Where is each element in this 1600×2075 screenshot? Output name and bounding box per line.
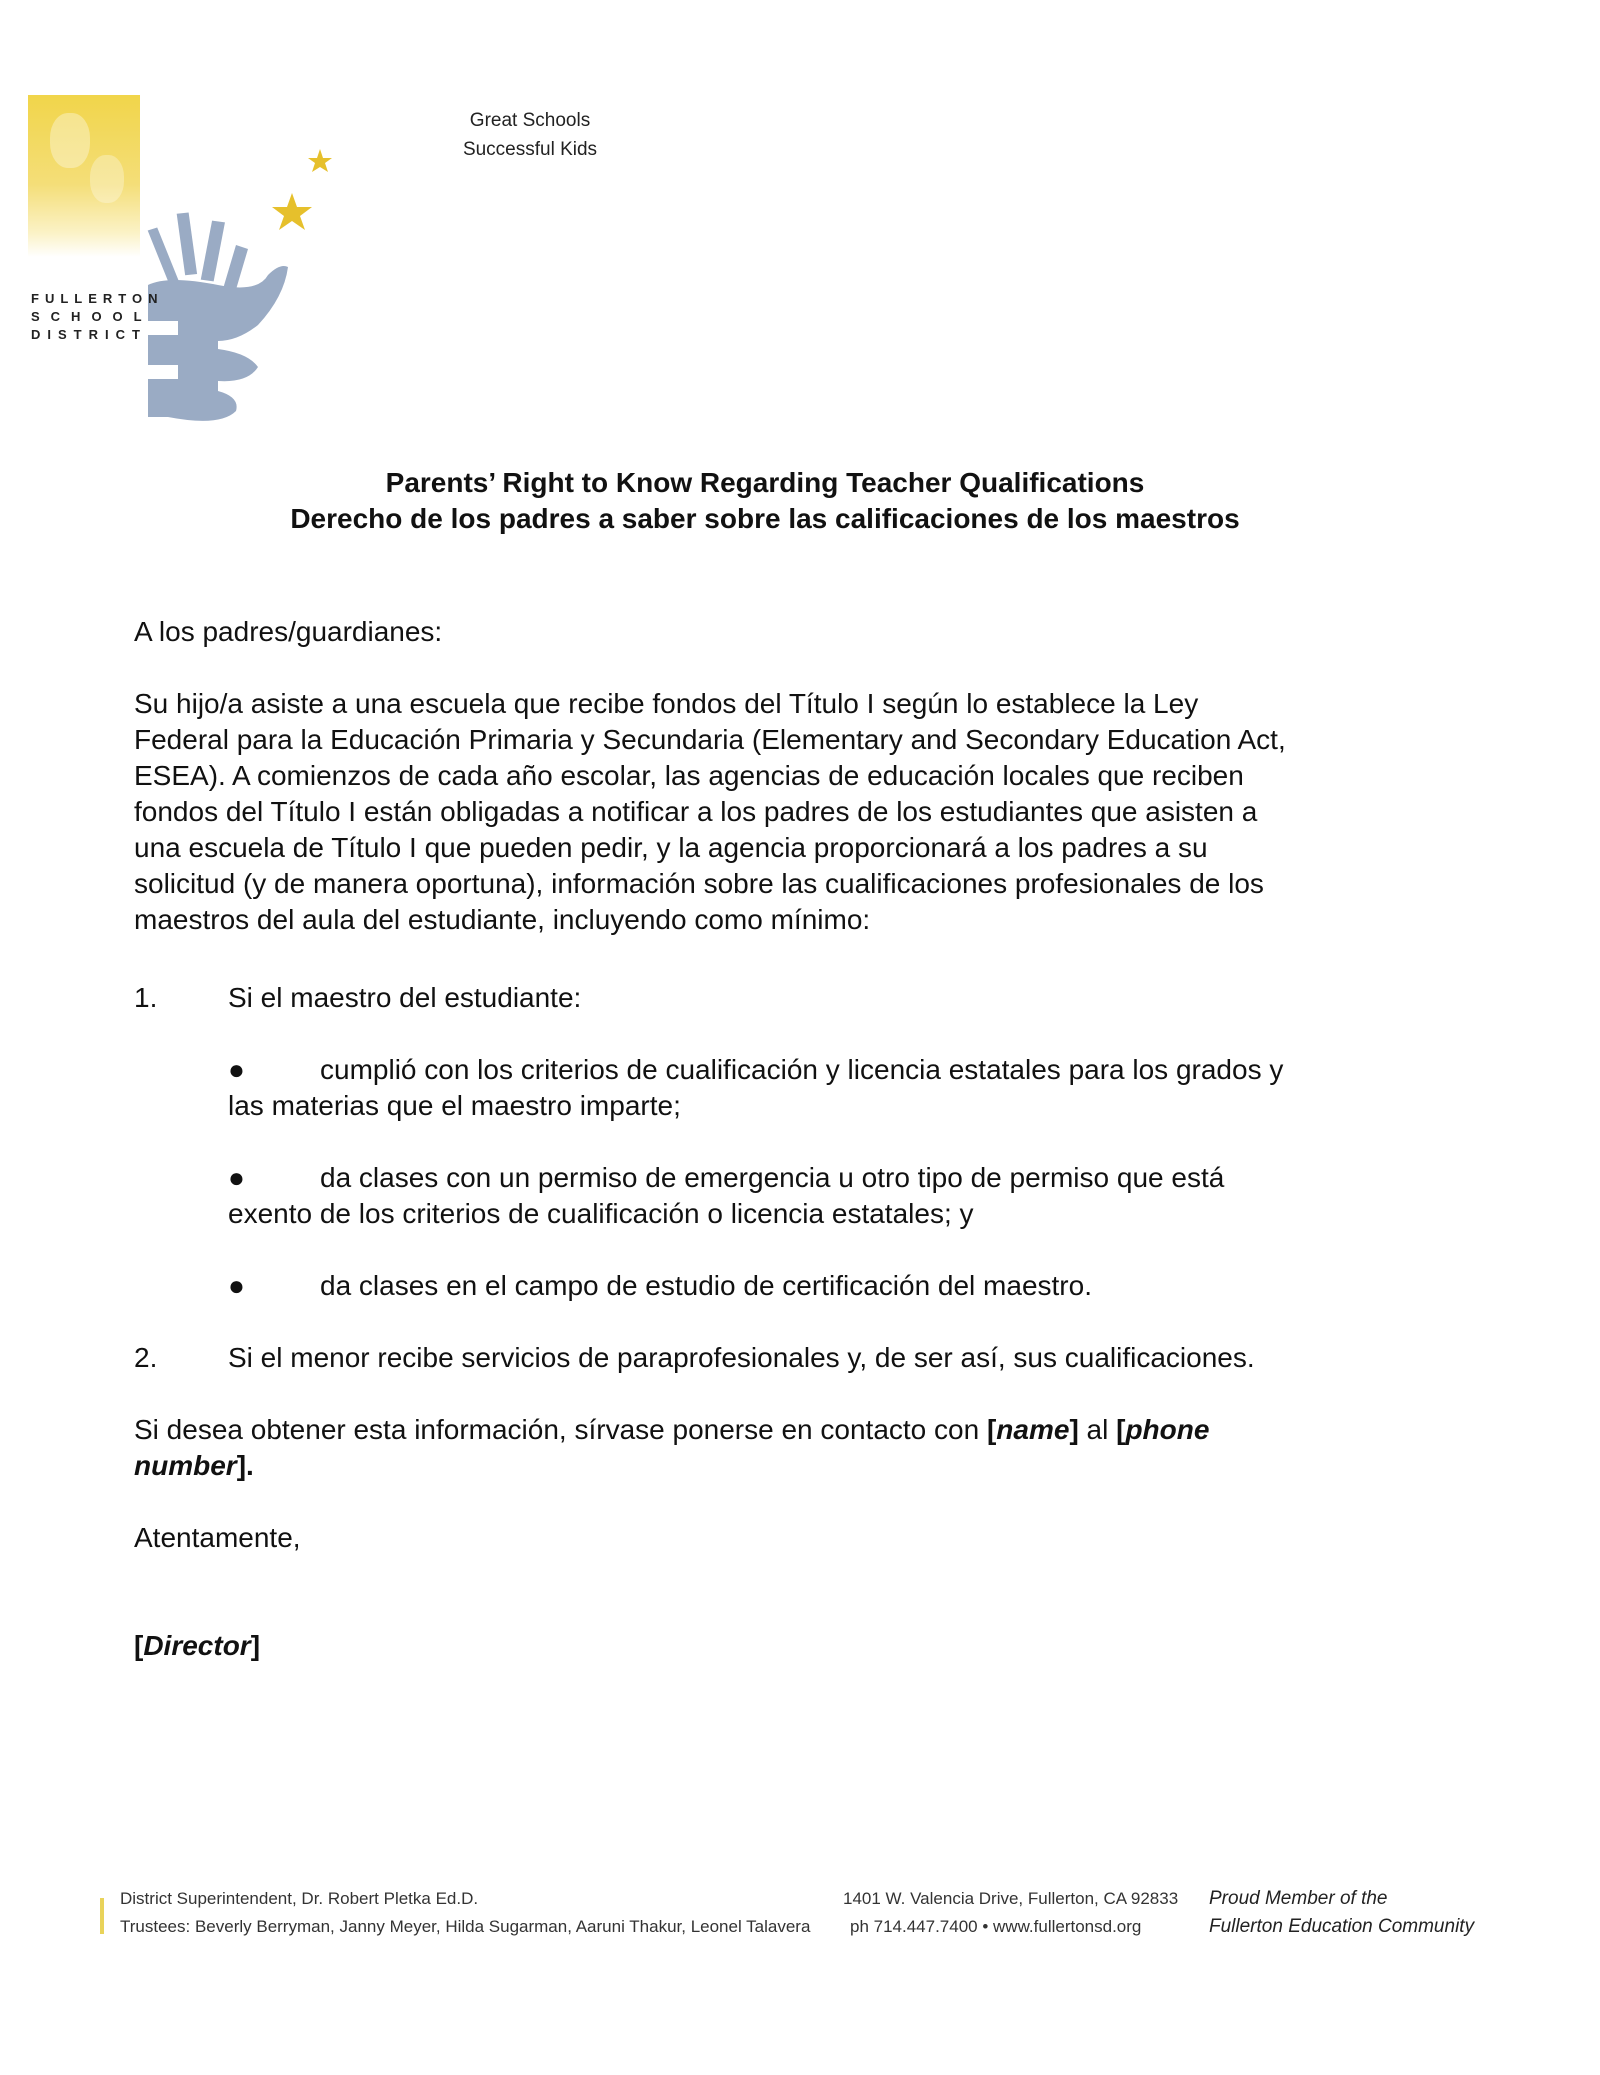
document-title: [100, 465, 1430, 537]
bullet-item-3: ● da clases en el campo de estudio de certificación del maestro.: [228, 1268, 1092, 1304]
footer-superintendent: District Superintendent, Dr. Robert Pletka Ed.D.: [120, 1889, 479, 1908]
placeholder-phone: phone: [1125, 1414, 1210, 1445]
bullet-icon: ●: [228, 1270, 245, 1301]
bullet-icon: ●: [228, 1162, 245, 1193]
bullet-item-2: ● da clases con un permiso de emergencia u otro tipo de permiso que está: [228, 1160, 1224, 1196]
footer-address: 1401 W. Valencia Drive, Fullerton, CA 92833: [843, 1889, 1179, 1908]
bullet-item-2-cont: exento de los criterios de cualificación o licencia estatales; y: [228, 1198, 974, 1229]
district-logo: [28, 95, 328, 375]
star-large-icon: [272, 193, 312, 230]
placeholder-director: Director: [143, 1630, 251, 1661]
bullet-item-1-cont: las materias que el maestro imparte;: [228, 1090, 681, 1121]
title-english: Parents’ Right to Know Regarding Teacher Qualifications: [385, 467, 1145, 498]
bullet-item-1: ● cumplió con los criterios de cualificación y licencia estatales para los grados y: [228, 1052, 1283, 1088]
footer-member-line1: Proud Member of the: [1209, 1888, 1388, 1909]
logo-wordmark: FULLERTON SCHOOL DISTRICT: [31, 291, 164, 342]
signature: [Director]: [134, 1630, 261, 1661]
list-number-1: 1.: [134, 982, 158, 1013]
star-small-icon: [308, 149, 332, 172]
list-item-1: Si el maestro del estudiante:: [228, 982, 582, 1013]
footer-phone-web: ph 714.447.7400 • www.fullertonsd.org: [850, 1917, 1142, 1936]
greeting: A los padres/guardianes:: [134, 616, 443, 647]
placeholder-name: name: [996, 1414, 1070, 1445]
contact-paragraph: Si desea obtener esta información, sírvase ponerse en contacto con [name] al [phone number].: [134, 1414, 1210, 1481]
bullet-icon: ●: [228, 1054, 245, 1085]
list-number-2: 2.: [134, 1342, 158, 1373]
footer-trustees: Trustees: Beverly Berryman, Janny Meyer, Hilda Sugarman, Aaruni Thakur, Leonel Talavera: [120, 1917, 811, 1936]
list-item-2: Si el menor recibe servicios de paraprofesionales y, de ser así, sus cualificaciones.: [228, 1342, 1255, 1373]
footer-member-line2: Fullerton Education Community: [1209, 1916, 1475, 1937]
closing: Atentamente,: [134, 1522, 301, 1553]
tagline: Great Schools Successful Kids: [462, 110, 598, 160]
intro-paragraph: Su hijo/a asiste a una escuela que recibe fondos del Título I según lo establece la Ley Federal para la Educación Primaria y Secundaria (Elementary and Secondary Education Act, ESEA). A comienzos de cada año escolar, las agencias de educación locales que reciben fondos del Título I están obligadas a notificar a los padres de los estudiantes que asisten a una escuela de Título I que pueden pedir, y la agencia proporcionará a los padres a su solicitud (y de manera oportuna), información sobre las cualificaciones profesionales de los maestros del aula del estudiante, incluyendo como mínimo:: [134, 688, 1286, 935]
letterhead-footer: [0, 1885, 1600, 1945]
placeholder-phone-cont: number: [134, 1450, 237, 1481]
title-spanish: Derecho de los padres a saber sobre las calificaciones de los maestros: [290, 503, 1240, 534]
